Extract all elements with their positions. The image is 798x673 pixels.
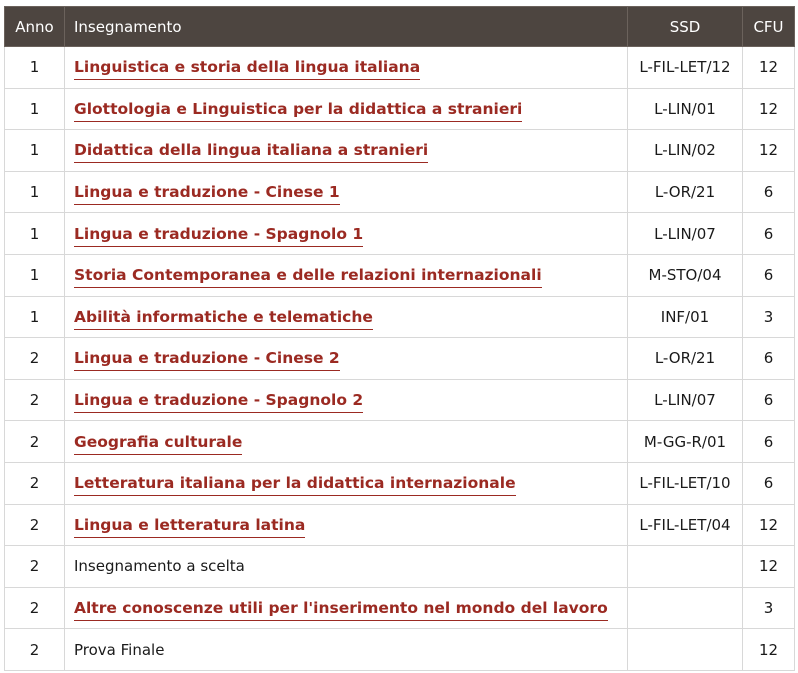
table-row [5,213,795,255]
table-header-row [5,7,795,47]
cell-anno: 2 [5,629,65,671]
course-link[interactable]: Lingua e traduzione - Spagnolo 1 [74,225,363,247]
cell-cfu: 3 [743,296,795,338]
cell-ssd: L-LIN/01 [628,88,743,130]
course-link[interactable]: Letteratura italiana per la didattica internazionale [74,474,516,496]
course-link[interactable]: Glottologia e Linguistica per la didattica a stranieri [74,100,522,122]
course-link[interactable]: Lingua e letteratura latina [74,516,305,538]
table-row [5,462,795,504]
cell-cfu: 6 [743,338,795,380]
cell-cfu: 6 [743,421,795,463]
cell-insegnamento [65,130,628,172]
cell-ssd: L-LIN/07 [628,213,743,255]
cell-anno: 2 [5,421,65,463]
header-ssd: SSD [628,7,743,47]
table-row [5,421,795,463]
table-row [5,254,795,296]
header-insegnamento: Insegnamento [65,7,628,47]
course-link[interactable]: Lingua e traduzione - Spagnolo 2 [74,391,363,413]
cell-insegnamento [65,171,628,213]
cell-insegnamento [65,629,628,671]
cell-insegnamento [65,296,628,338]
courses-table [4,6,795,671]
table-body [5,47,795,671]
cell-ssd: L-OR/21 [628,338,743,380]
cell-cfu: 12 [743,504,795,546]
cell-anno: 1 [5,171,65,213]
cell-ssd [628,629,743,671]
cell-insegnamento [65,213,628,255]
table-row [5,546,795,588]
cell-anno: 2 [5,462,65,504]
cell-ssd: L-OR/21 [628,171,743,213]
cell-cfu: 6 [743,462,795,504]
cell-anno: 1 [5,213,65,255]
cell-insegnamento [65,379,628,421]
course-name: Insegnamento a scelta [74,557,245,576]
cell-insegnamento [65,546,628,588]
cell-anno: 2 [5,546,65,588]
cell-insegnamento [65,254,628,296]
cell-ssd: L-FIL-LET/12 [628,47,743,89]
table-row [5,47,795,89]
cell-anno: 2 [5,379,65,421]
cell-anno: 2 [5,504,65,546]
course-link[interactable]: Geografia culturale [74,433,242,455]
cell-anno: 1 [5,130,65,172]
cell-ssd: L-LIN/07 [628,379,743,421]
cell-insegnamento [65,421,628,463]
course-link[interactable]: Altre conoscenze utili per l'inserimento nel mondo del lavoro [74,599,608,621]
cell-insegnamento [65,88,628,130]
courses-table-container [4,6,794,671]
cell-insegnamento [65,504,628,546]
course-link[interactable]: Didattica della lingua italiana a stranieri [74,141,428,163]
cell-ssd: L-FIL-LET/04 [628,504,743,546]
cell-cfu: 6 [743,171,795,213]
cell-insegnamento [65,462,628,504]
course-link[interactable]: Storia Contemporanea e delle relazioni internazionali [74,266,542,288]
table-row [5,130,795,172]
header-anno: Anno [5,7,65,47]
cell-cfu: 12 [743,130,795,172]
cell-ssd [628,587,743,629]
header-cfu: CFU [743,7,795,47]
cell-ssd: L-FIL-LET/10 [628,462,743,504]
cell-cfu: 12 [743,88,795,130]
course-name: Prova Finale [74,640,165,659]
cell-anno: 2 [5,338,65,380]
cell-ssd: M-GG-R/01 [628,421,743,463]
cell-cfu: 6 [743,379,795,421]
cell-anno: 1 [5,296,65,338]
course-link[interactable]: Lingua e traduzione - Cinese 1 [74,183,340,205]
table-row [5,629,795,671]
cell-anno: 1 [5,88,65,130]
table-row [5,296,795,338]
cell-cfu: 12 [743,47,795,89]
table-row [5,171,795,213]
cell-insegnamento [65,338,628,380]
course-link[interactable]: Lingua e traduzione - Cinese 2 [74,349,340,371]
cell-cfu: 6 [743,213,795,255]
cell-ssd: M-STO/04 [628,254,743,296]
table-row [5,504,795,546]
cell-cfu: 12 [743,546,795,588]
table-row [5,88,795,130]
cell-cfu: 6 [743,254,795,296]
course-link[interactable]: Linguistica e storia della lingua italiana [74,58,420,80]
cell-anno: 1 [5,254,65,296]
cell-anno: 2 [5,587,65,629]
course-link[interactable]: Abilità informatiche e telematiche [74,308,373,330]
cell-cfu: 3 [743,587,795,629]
table-row [5,338,795,380]
cell-anno: 1 [5,47,65,89]
table-row [5,379,795,421]
cell-insegnamento [65,587,628,629]
cell-ssd: L-LIN/02 [628,130,743,172]
cell-cfu: 12 [743,629,795,671]
cell-insegnamento [65,47,628,89]
cell-ssd: INF/01 [628,296,743,338]
table-row [5,587,795,629]
cell-ssd [628,546,743,588]
